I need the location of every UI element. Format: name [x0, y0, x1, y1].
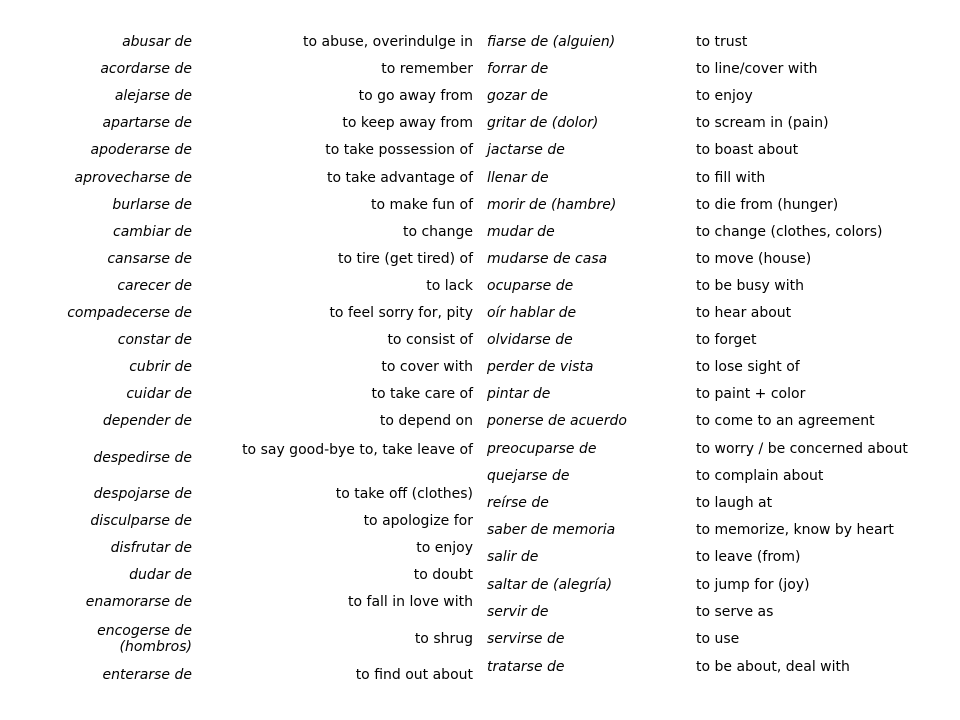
english-meaning: to cover with [381, 359, 473, 375]
spanish-verb: forrar de [487, 61, 549, 77]
english-meaning: to laugh at [696, 495, 773, 511]
english-meaning: to enjoy [696, 88, 753, 104]
spanish-verb: cambiar de [113, 224, 192, 240]
spanish-verb: despojarse de [93, 486, 192, 502]
english-meaning: to shrug [414, 631, 473, 647]
spanish-verb: dudar de [129, 567, 192, 583]
spanish-verb: constar de [117, 332, 192, 348]
english-meaning: to take possession of [325, 142, 473, 158]
english-meaning: to enjoy [416, 540, 473, 556]
english-meaning: to take care of [371, 386, 473, 402]
english-meaning: to consist of [387, 332, 473, 348]
spanish-verb: despedirse de [93, 450, 192, 466]
spanish-verb: acordarse de [100, 61, 192, 77]
spanish-verb: preocuparse de [487, 441, 597, 457]
spanish-verb: perder de vista [487, 359, 594, 375]
english-meaning: to fall in love with [348, 594, 473, 610]
spanish-verb: encogerse de (hombros) [97, 623, 192, 655]
english-meaning: to worry / be concerned about [696, 441, 908, 457]
spanish-verb: salir de [487, 549, 539, 565]
english-meaning: to be about, deal with [696, 659, 850, 675]
spanish-verb: apoderarse de [90, 142, 192, 158]
spanish-verb: fiarse de (alguien) [487, 34, 616, 50]
english-meaning: to take advantage of [327, 170, 473, 186]
english-meaning: to change (clothes, colors) [696, 224, 883, 240]
english-meaning: to boast about [696, 142, 799, 158]
spanish-verb: apartarse de [102, 115, 192, 131]
spanish-verb: saber de memoria [487, 522, 616, 538]
spanish-verb: pintar de [487, 386, 551, 402]
spanish-verb: servir de [487, 604, 549, 620]
spanish-verb: cansarse de [107, 251, 192, 267]
spanish-verb: olvidarse de [487, 332, 573, 348]
spanish-verb: disfrutar de [110, 540, 192, 556]
english-meaning: to trust [696, 34, 748, 50]
english-meaning: to doubt [413, 567, 473, 583]
english-meaning: to use [696, 631, 740, 647]
english-meaning: to scream in (pain) [696, 115, 829, 131]
english-meaning: to abuse, overindulge in [303, 34, 473, 50]
english-meaning: to line/cover with [696, 61, 818, 77]
english-meaning: to say good-bye to, take leave of [242, 442, 473, 458]
spanish-verb: tratarse de [487, 659, 565, 675]
spanish-verb: mudar de [487, 224, 555, 240]
english-meaning: to tire (get tired) of [337, 251, 473, 267]
spanish-verb: carecer de [117, 278, 192, 294]
spanish-verb: llenar de [487, 170, 549, 186]
english-meaning: to complain about [696, 468, 824, 484]
spanish-verb: ocuparse de [487, 278, 574, 294]
english-meaning: to take off (clothes) [335, 486, 473, 502]
english-meaning: to paint + color [696, 386, 806, 402]
spanish-verb: quejarse de [487, 468, 570, 484]
spanish-verb: saltar de (alegría) [487, 577, 613, 593]
spanish-verb: reírse de [487, 495, 549, 511]
english-meaning: to jump for (joy) [696, 577, 810, 593]
english-meaning: to die from (hunger) [696, 197, 839, 213]
english-meaning: to move (house) [696, 251, 812, 267]
spanish-verb: enterarse de [102, 667, 192, 683]
english-meaning: to change [402, 224, 473, 240]
english-meaning: to find out about [355, 667, 473, 683]
english-meaning: to make fun of [370, 197, 473, 213]
spanish-verb: cuidar de [126, 386, 192, 402]
spanish-verb: depender de [102, 413, 192, 429]
english-meaning: to lose sight of [696, 359, 800, 375]
spanish-verb: abusar de [122, 34, 192, 50]
english-meaning: to fill with [696, 170, 766, 186]
english-meaning: to hear about [696, 305, 792, 321]
english-meaning: to be busy with [696, 278, 804, 294]
english-meaning: to serve as [696, 604, 774, 620]
english-meaning: to feel sorry for, pity [329, 305, 473, 321]
english-meaning: to memorize, know by heart [696, 522, 894, 538]
spanish-verb: gozar de [487, 88, 549, 104]
english-meaning: to apologize for [363, 513, 473, 529]
english-meaning: to leave (from) [696, 549, 801, 565]
spanish-verb: morir de (hambre) [487, 197, 617, 213]
spanish-verb: cubrir de [129, 359, 192, 375]
spanish-verb: jactarse de [487, 142, 565, 158]
english-meaning: to come to an agreement [696, 413, 875, 429]
spanish-verb: compadecerse de [67, 305, 192, 321]
spanish-verb: oír hablar de [487, 305, 577, 321]
spanish-verb: ponerse de acuerdo [487, 413, 627, 429]
spanish-verb: aprovecharse de [74, 170, 192, 186]
english-meaning: to remember [381, 61, 473, 77]
english-meaning: to forget [696, 332, 757, 348]
english-meaning: to go away from [358, 88, 473, 104]
spanish-verb: gritar de (dolor) [487, 115, 599, 131]
english-meaning: to keep away from [342, 115, 473, 131]
spanish-verb: servirse de [487, 631, 565, 647]
spanish-verb: disculparse de [90, 513, 192, 529]
spanish-verb: alejarse de [114, 88, 192, 104]
spanish-verb: enamorarse de [85, 594, 192, 610]
spanish-verb: mudarse de casa [487, 251, 608, 267]
spanish-verb: burlarse de [112, 197, 192, 213]
english-meaning: to lack [426, 278, 473, 294]
english-meaning: to depend on [379, 413, 473, 429]
